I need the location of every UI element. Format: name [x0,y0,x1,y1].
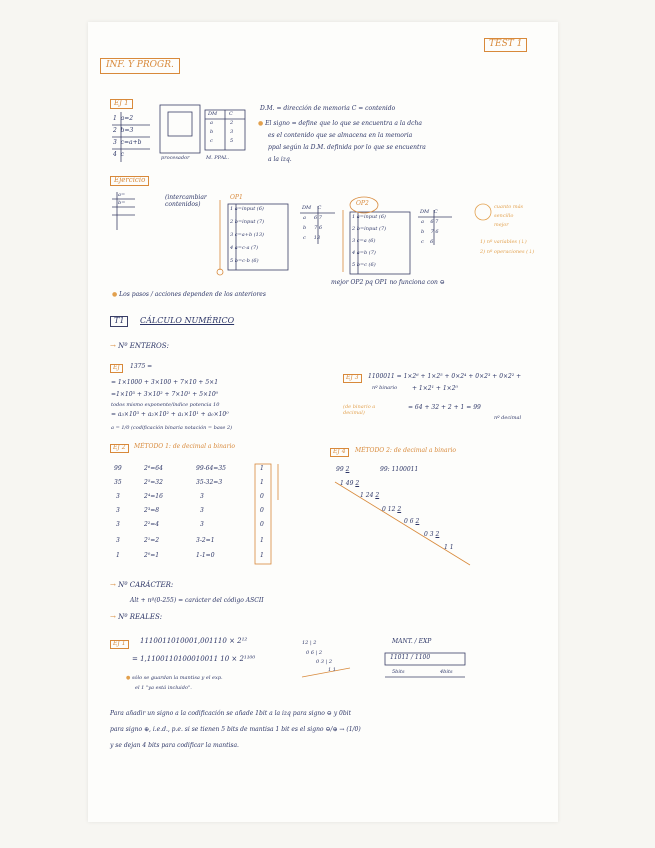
bits-mant: 5bits [392,669,405,675]
side-note: 1) nº variables (↓) [480,239,527,245]
enteros-title: → Nº ENTEROS: [110,342,169,350]
ej1-note: ppal según la D.M. definida por lo que se encuentra [268,144,426,151]
ej3-line: 1100011 = 1×2⁶ + 1×2⁵ + 0×2⁴ + 0×2³ + 0×2² + [368,373,522,380]
m1-row: 99 [114,465,122,472]
enteros-line: todos mismo exponente/índice potencia 10 [111,402,220,408]
reales-div: 12 | 2 [302,640,317,646]
ej3-line: = 64 + 32 + 2 + 1 = 99 [408,404,481,411]
mem-cell: 2 [230,120,234,126]
test-label: TEST 1 [484,38,527,52]
mem-head-c: C [229,111,233,117]
op1-mem-row: b 7 6 [303,225,323,231]
m1-row: 3 [116,537,120,544]
m1-row: 2⁶=64 [144,465,163,472]
enteros-line: a = 1/0 (codificación binaria notación = base 2) [111,425,233,431]
op2-row: 5 b=c (6) [352,262,376,268]
reales-div: 0 3 | 2 [316,659,332,665]
reales-normalized: = 1,1100110100010011 10 × 2¹¹⁰⁰ [132,655,256,663]
m1-row: 3 [200,507,204,514]
op2-mem-row: c 6 [421,239,434,245]
reales-title: → Nº REALES: [110,613,163,621]
m1-row: 2¹=2 [144,537,160,544]
div-step: 1 24 2 [360,492,380,499]
ej4-tag: EJ 4 [330,448,349,457]
ej1-note: ● El signo = define que lo que se encuentra a la dcha [258,120,422,127]
mejor-note: mejor OP2 pq OP1 no funciona con ⊖ [331,279,445,286]
ej1-row-4: 4 c [113,151,125,158]
ej1-row-1: 1 a=2 [113,115,134,122]
m1-row: 2⁵=32 [144,479,163,486]
m1-bit: 1 [260,537,264,544]
op1-row: 5 b=c-b (6) [230,258,259,264]
mem-cell: 3 [230,129,234,135]
m1-bit: 1 [260,479,264,486]
m1-row: 2²=4 [144,521,160,528]
m1-bit: 1 [260,552,264,559]
op1-label: OP1 [230,194,243,201]
m1-row: 2³=8 [144,507,160,514]
op1-row: 2 b=input (7) [230,219,265,225]
t1-title: CÁLCULO NUMÉRICO [140,316,235,325]
div-step: 1 1 [444,544,454,551]
m1-bit: 1 [260,465,264,472]
div-step: 1 49 2 [340,480,360,487]
caracter-title: → Nº CARÁCTER: [110,581,174,589]
reales-paragraph: para signo ⊕, i.e.d., p.e. si se tienen 5 bits de mantisa 1 bit es el signo ⊖/⊕ → (1/0) [110,726,361,733]
intercambio-note: (intercambiar contenidos) [165,194,207,208]
m1-row: 3 [116,521,120,528]
mem-cell: a [210,120,213,126]
reales-number: 1110011010001,001110 × 2¹² [140,637,248,645]
pasos-note: ● Los pasos / acciones dependen de los anteriores [112,291,266,298]
op1-row: 3 c=a+b (13) [230,232,264,238]
ejercicio-row: a= [118,192,126,198]
ej2-tag: EJ 2 [110,444,129,453]
ej2-title: MÉTODO 1: de decimal a binario [134,443,235,450]
memory-label: M. PPAL. [206,155,230,161]
ejercicio-row: b= [118,200,126,206]
ej3-declabel: nº decimal [494,415,522,421]
div-step: 0 6 2 [404,518,420,525]
m1-bit: 0 [260,507,264,514]
m1-row: 1-1=0 [196,552,215,559]
reales-div: 0 6 | 2 [306,650,322,656]
ej3-binlabel: nº binario [372,385,398,391]
enteros-ej-num: 1375 = [130,363,153,370]
side-note: mejor [494,222,509,228]
ej4-result: 99: 1100011 [380,466,419,473]
op1-mem-row: a 6 7 [303,215,322,221]
op2-mem-row: a 6 7 [421,219,439,225]
m1-row: 3 [200,521,204,528]
op2-row: 2 b=input (7) [352,226,387,232]
ejercicio-tag: Ejercicio [110,176,149,186]
t1-tag: T1 [110,316,128,327]
reales-ej-tag: EJ 1 [110,640,129,649]
div-step: 0 12 2 [382,506,402,513]
div-step: 99 2 [336,466,350,473]
ej1-row-3: 3 c=a+b [113,139,142,146]
op2-row: 3 c=a (6) [352,238,376,244]
op2-row: 1 a=input (6) [352,214,386,220]
ej3-tag: EJ 3 [343,374,362,383]
m1-bit: 0 [260,521,264,528]
m1-row: 99-64=35 [196,465,226,472]
caracter-line: Alt + nº(0-255) = carácter del código ASCII [130,597,264,604]
ej1-tag: EJ 1 [110,99,133,109]
reales-paragraph: y se dejan 4 bits para codificar la mantisa. [110,742,239,749]
op2-row: 4 a=b (7) [352,250,376,256]
m1-row: 3 [116,493,120,500]
reales-note: el 1 "ya está incluido". [135,685,192,691]
m1-bit: 0 [260,493,264,500]
enteros-line: = a₃×10³ + a₂×10² + a₁×10¹ + a₀×10⁰ [111,411,229,418]
op1-row: 4 a=c-a (7) [230,245,259,251]
enteros-ej-tag: EJ [110,364,123,373]
reales-paragraph: Para añadir un signo a la codificación se añade 1bit a la izq para signo ⊖ y 0bit [110,710,352,717]
m1-row: 3-2=1 [196,537,215,544]
processor-label: procesador [161,155,190,161]
side-note: cuanto más [494,204,524,210]
ej3-line: + 1×2¹ + 1×2⁰ [412,385,458,392]
ej4-title: MÉTODO 2: de decimal a binario [355,447,456,454]
m1-row: 1 [116,552,120,559]
enteros-line: = 1×1000 + 3×100 + 7×10 + 5×1 [111,379,219,386]
mant-head: MANT. / EXP [392,638,432,645]
op2-mem-head: DM C [420,209,438,215]
m1-row: 2⁰=1 [144,552,160,559]
m1-row: 3 [116,507,120,514]
ej3-dec-note: (de binario a decimal) [343,404,376,416]
dm-definition: D.M. = dirección de memoria C = contenido [260,105,396,112]
ej1-note: a la izq. [268,156,292,163]
reales-div: 1 1 [328,667,336,673]
mem-cell: b [210,129,214,135]
reales-note: ● sólo se guardan la mantisa y el exp. [126,675,223,681]
subject-title: INF. Y PROGR. [100,58,180,74]
m1-row: 35 [114,479,122,486]
enteros-line: =1×10³ + 3×10² + 7×10¹ + 5×10⁰ [111,391,219,398]
op2-mem-row: b 7 6 [421,229,439,235]
ej1-row-2: 2 b=3 [113,127,134,134]
mem-head-dm: DM [208,111,218,117]
op1-mem-row: c 13 [303,235,321,241]
mant-value: 11011 / 1100 [390,654,431,661]
side-note: 2) nº operaciones (↓) [480,249,535,255]
mem-cell: 5 [230,138,234,144]
mem-cell: c [210,138,213,144]
bits-exp: 4bits [440,669,453,675]
side-note: sencillo [494,213,514,219]
m1-row: 35-32=3 [196,479,223,486]
op2-label: OP2 [356,200,369,207]
m1-row: 2⁴=16 [144,493,163,500]
m1-row: 3 [200,493,204,500]
div-step: 0 3 2 [424,531,440,538]
ej1-note: es el contenido que se almacena en la memoria [268,132,413,139]
op1-mem-head: DM C [302,205,322,211]
op1-row: 1 a=input (6) [230,206,264,212]
